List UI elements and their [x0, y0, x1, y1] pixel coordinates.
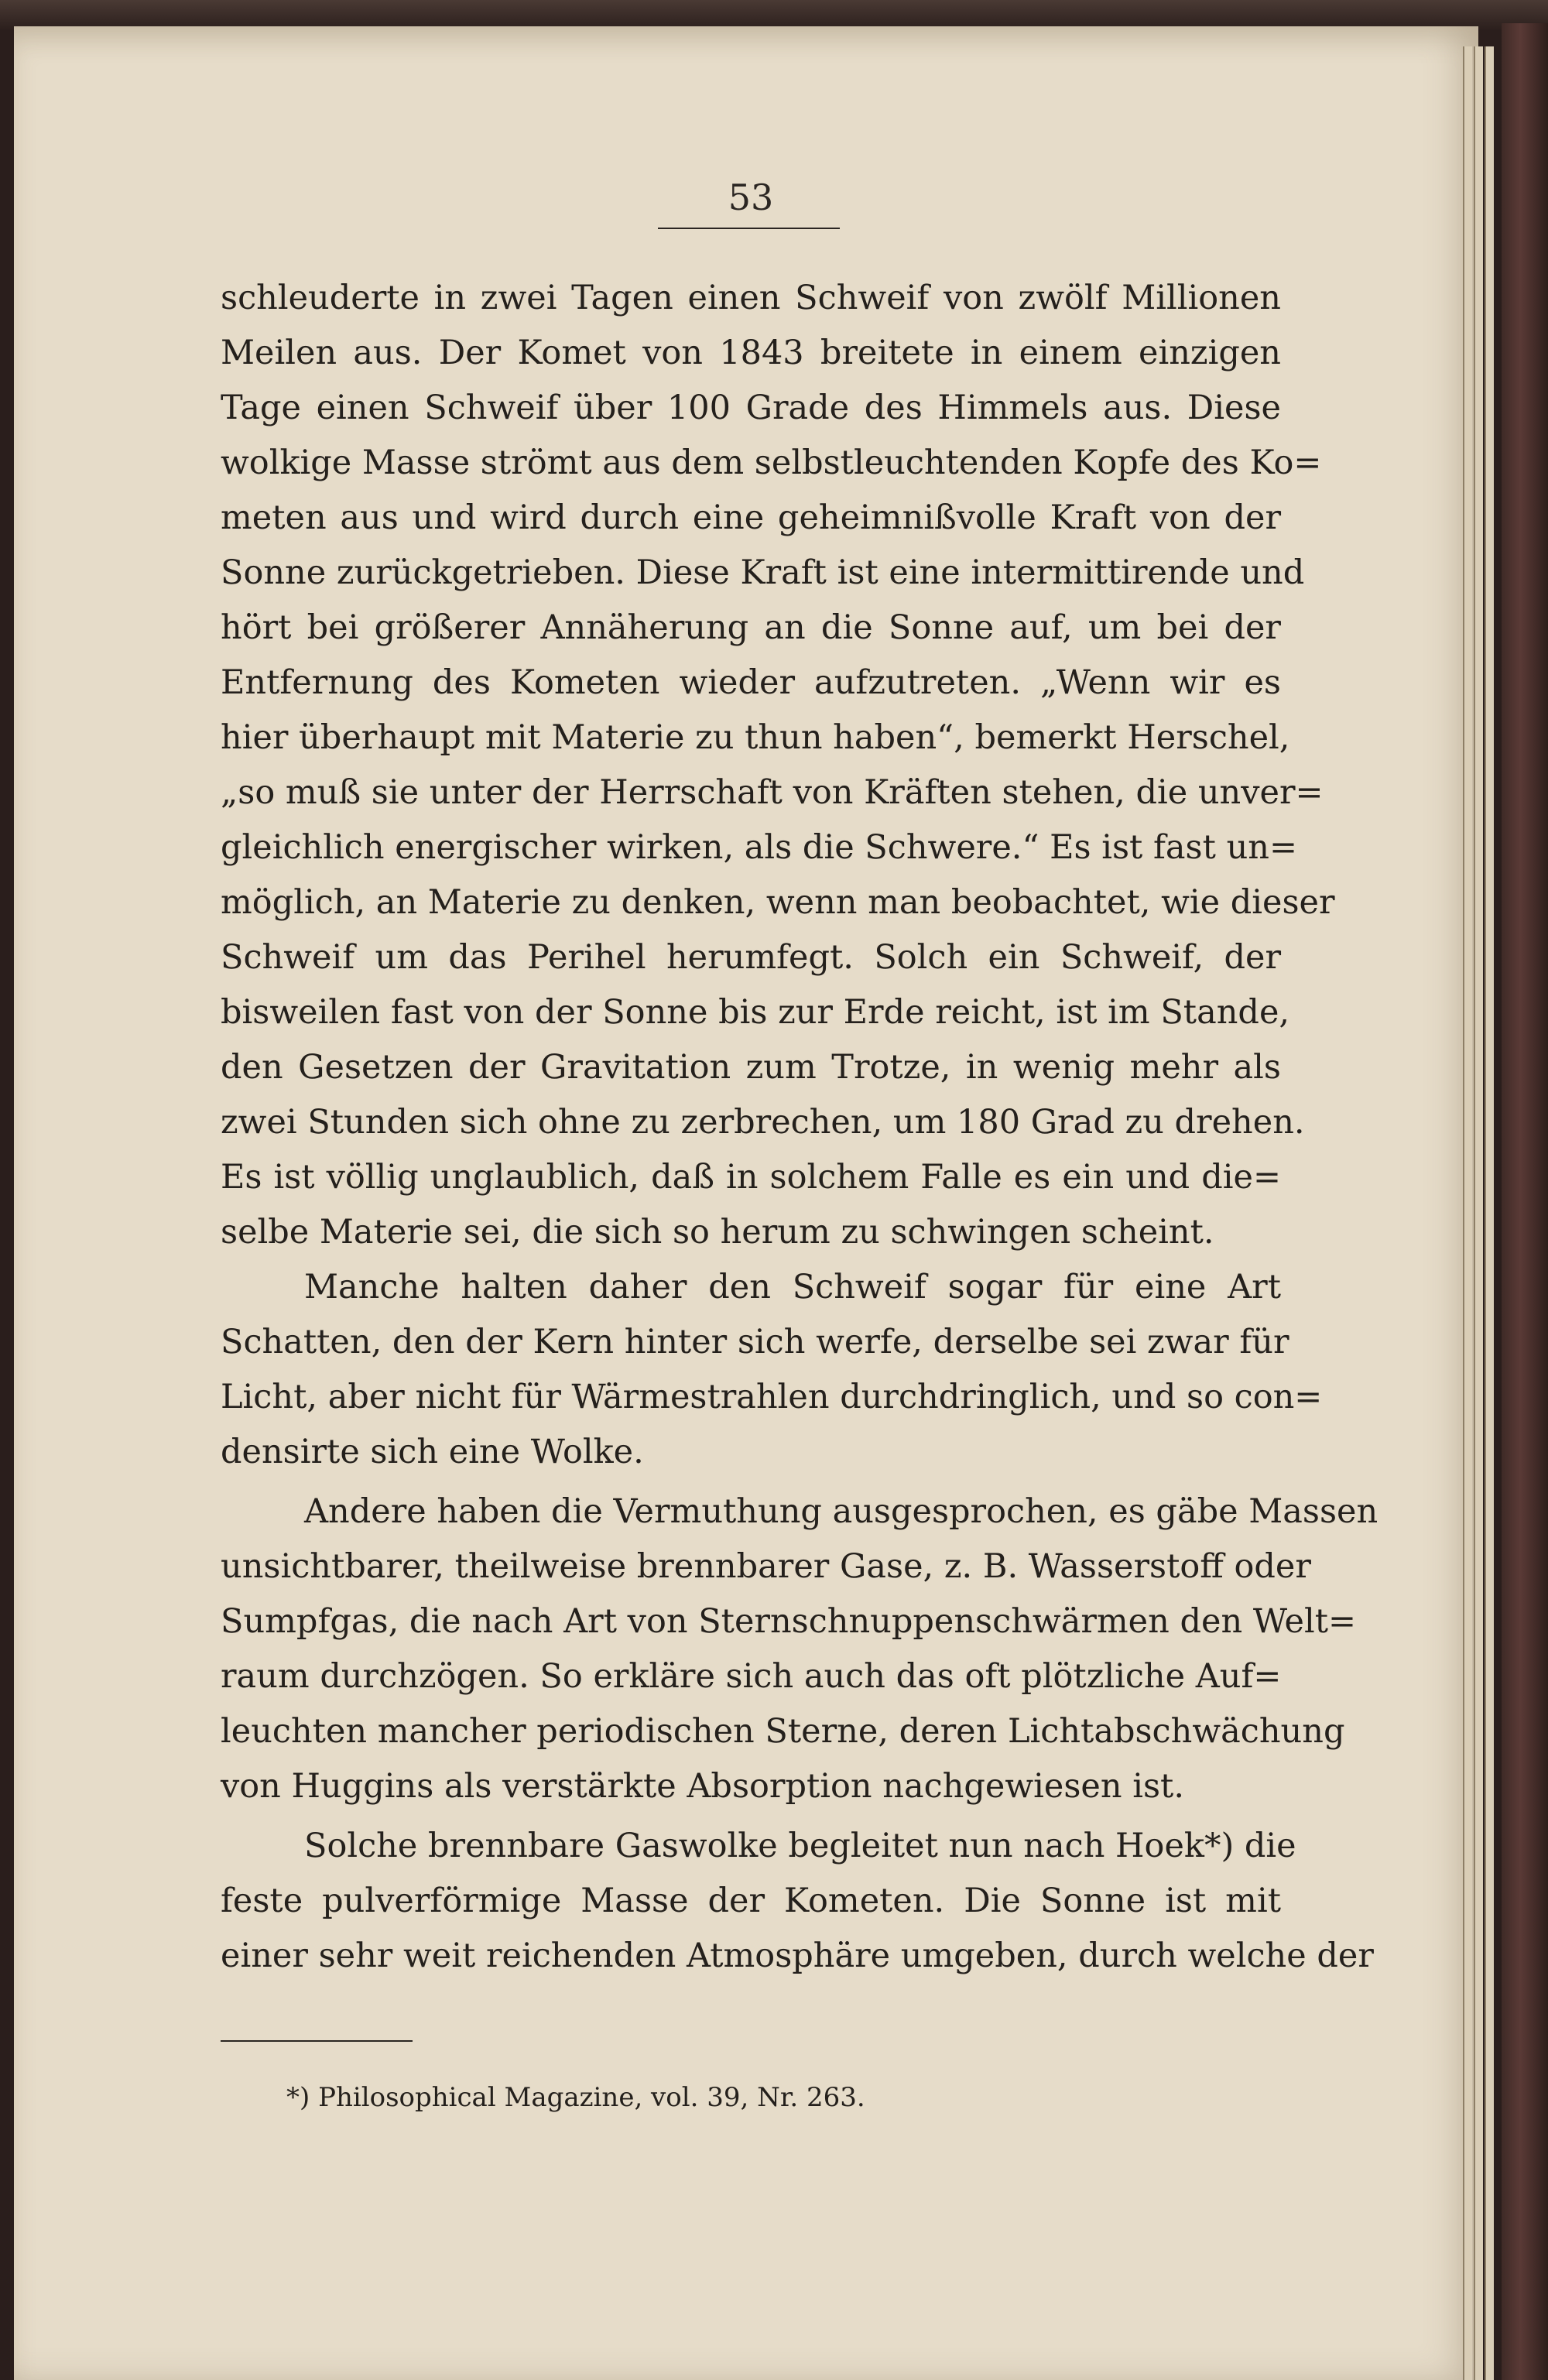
- text-line: wolkige Masse strömt aus dem selbstleuchtenden Kopfe des Ko=: [221, 443, 1322, 482]
- footnote-rule: [221, 2040, 413, 2042]
- page-edge: [1463, 46, 1472, 2380]
- text-line: Meilen aus. Der Komet von 1843 breitete in einem einzigen: [221, 334, 1281, 372]
- text-line: leuchten mancher periodischen Sterne, deren Lichtabschwächung: [221, 1712, 1345, 1751]
- text-line: Es ist völlig unglaublich, daß in solchem Falle es ein und die=: [221, 1158, 1281, 1197]
- text-line: Licht, aber nicht für Wärmestrahlen durchdringlich, und so con=: [221, 1378, 1323, 1416]
- text-line: Schatten, den der Kern hinter sich werfe, derselbe sei zwar für: [221, 1323, 1289, 1361]
- text-line: Schweif um das Perihel herumfegt. Solch ein Schweif, der: [221, 938, 1281, 977]
- text-line: den Gesetzen der Gravitation zum Trotze, in wenig mehr als: [221, 1048, 1281, 1087]
- page-edge: [1485, 46, 1494, 2380]
- text-line: Solche brennbare Gaswolke begleitet nun nach Hoek*) die: [304, 1827, 1296, 1865]
- body-text: [221, 271, 1378, 1984]
- text-line: Andere haben die Vermuthung ausgesprochen, es gäbe Massen: [304, 1492, 1378, 1531]
- text-line: Sumpfgas, die nach Art von Sternschnuppenschwärmen den Welt=: [221, 1602, 1357, 1641]
- text-line: bisweilen fast von der Sonne bis zur Erde reicht, ist im Stande,: [221, 993, 1290, 1032]
- text-line: selbe Materie sei, die sich so herum zu schwingen scheint.: [221, 1213, 1214, 1252]
- text-line: möglich, an Materie zu denken, wenn man beobachtet, wie dieser: [221, 883, 1335, 922]
- text-line: Entfernung des Kometen wieder aufzutreten. „Wenn wir es: [221, 663, 1281, 702]
- text-line: zwei Stunden sich ohne zu zerbrechen, um 180 Grad zu drehen.: [221, 1103, 1305, 1142]
- text-line: raum durchzögen. So erkläre sich auch das oft plötzliche Auf=: [221, 1657, 1282, 1696]
- text-line: hier überhaupt mit Materie zu thun haben“, bemerkt Herschel,: [221, 718, 1290, 757]
- text-line: Sonne zurückgetrieben. Diese Kraft ist eine intermittirende und: [221, 553, 1305, 592]
- text-line: einer sehr weit reichenden Atmosphäre umgeben, durch welche der: [221, 1937, 1374, 1975]
- text-line: meten aus und wird durch eine geheimnißvolle Kraft von der: [221, 498, 1281, 537]
- text-line: densirte sich eine Wolke.: [221, 1433, 644, 1471]
- text-line: von Huggins als verstärkte Absorption nachgewiesen ist.: [221, 1767, 1185, 1806]
- text-line: feste pulverförmige Masse der Kometen. Die Sonne ist mit: [221, 1882, 1281, 1920]
- page-number: 53: [728, 176, 774, 218]
- text-line: Manche halten daher den Schweif sogar für eine Art: [304, 1268, 1281, 1306]
- text-line: Tage einen Schweif über 100 Grade des Himmels aus. Diese: [221, 389, 1281, 427]
- header-rule: [658, 228, 840, 229]
- text-line: gleichlich energischer wirken, als die Schwere.“ Es ist fast un=: [221, 828, 1297, 867]
- text-line: unsichtbarer, theilweise brennbarer Gase, z. B. Wasserstoff oder: [221, 1547, 1311, 1586]
- text-line: „so muß sie unter der Herrschaft von Kräften stehen, die unver=: [221, 773, 1324, 812]
- text-line: hört bei größerer Annäherung an die Sonne auf, um bei der: [221, 608, 1281, 647]
- book-binding: [1502, 23, 1548, 2380]
- page-edge: [1474, 46, 1483, 2380]
- footnote: *) Philosophical Magazine, vol. 39, Nr. 263.: [286, 2082, 865, 2113]
- text-line: schleuderte in zwei Tagen einen Schweif von zwölf Millionen: [221, 279, 1281, 317]
